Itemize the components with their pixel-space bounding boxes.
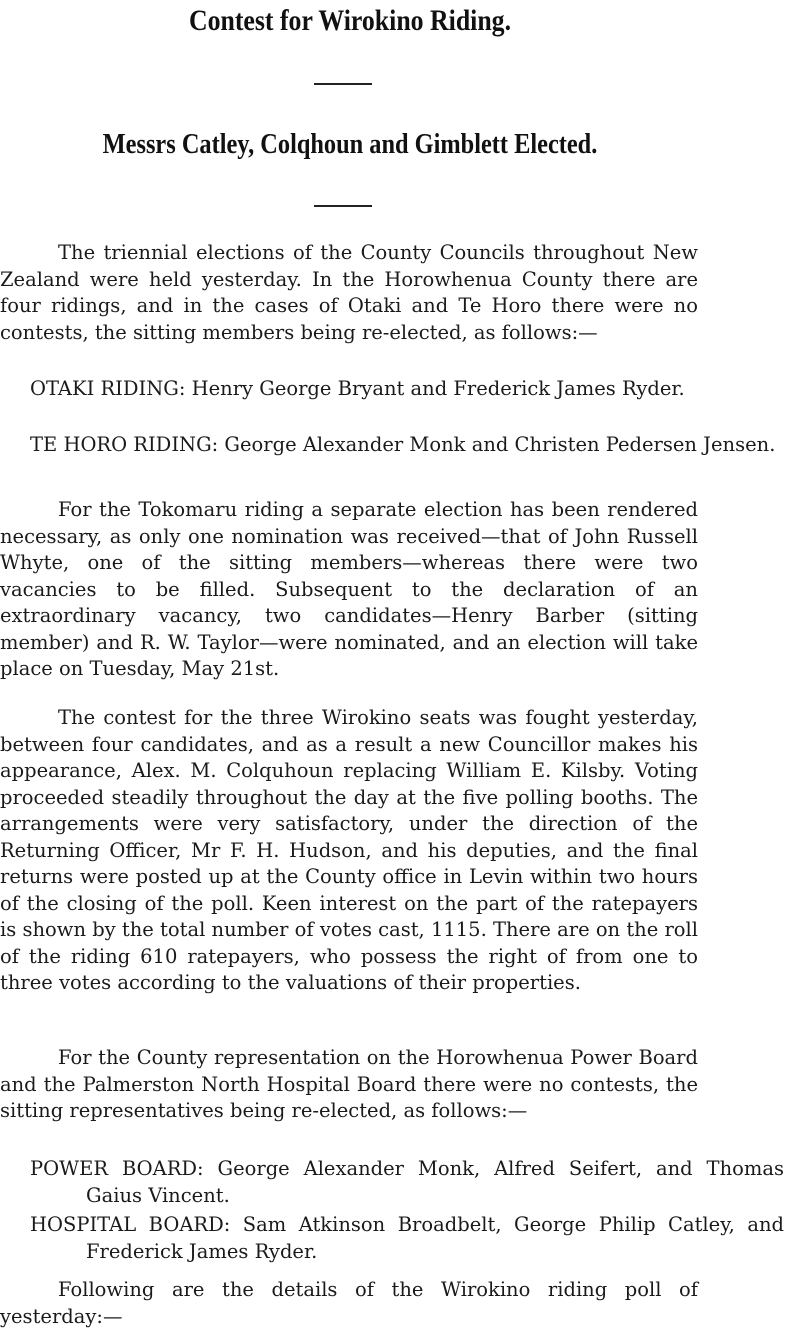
headline-divider — [314, 83, 372, 85]
headline: Contest for Wirokino Riding. — [188, 4, 512, 37]
subheadline-divider — [314, 205, 372, 207]
otaki-riding-entry: OTAKI RIDING: Henry George Bryant and Frederick James Ryder. — [30, 377, 685, 400]
te-horo-riding-entry: TE HORO RIDING: George Alexander Monk and Christen Pedersen Jensen. — [30, 433, 776, 456]
subheadline: Messrs Catley, Colqhoun and Gimblett Elected. — [102, 128, 598, 160]
paragraph-boards: For the County representation on the Horowhenua Power Board and the Palmerston North Hospital Board there were no contests, the sitting representatives being re-elected, as follows:— — [0, 1046, 698, 1122]
paragraph-poll-details: Following are the details of the Wirokino riding poll of yesterday:— — [0, 1278, 698, 1328]
hospital-board-entry: HOSPITAL BOARD: Sam Atkinson Broadbelt, George Philip Catley, and Frederick James Ryder. — [30, 1213, 784, 1263]
paragraph-intro: The triennial elections of the County Councils throughout New Zealand were held yesterday. In the Horowhenua County there are four ridings, and in the cases of Otaki and Te Horo there were no contests, the sitting members being re-elected, as follows:— — [0, 241, 698, 344]
paragraph-wirokino-contest: The contest for the three Wirokino seats was fought yesterday, between four candidates, and as a result a new Councillor makes his appearance, Alex. M. Colquhoun replacing William E. Kilsby. Voting proceeded steadily throughout the day at the five polling booths. The arrangements were very satisfactory, under the direction of the Returning Officer, Mr F. H. Hudson, and his deputies, and the final returns were posted up at the County office in Levin within two hours of the closing of the poll. Keen interest on the part of the ratepayers is shown by the total number of votes cast, 1115. There are on the roll of the riding 610 ratepayers, who possess the right of from one to three votes according to the valuations of their properties. — [0, 706, 698, 994]
paragraph-tokomaru: For the Tokomaru riding a separate election has been rendered necessary, as only one nomination was received—that of John Russell Whyte, one of the sitting members—whereas there were two vacancies to be filled. Subsequent to the declaration of an extraordinary vacancy, two candidates—Henry Barber (sitting member) and R. W. Taylor—were nominated, and an election will take place on Tuesday, May 21st. — [0, 498, 698, 680]
power-board-entry: POWER BOARD: George Alexander Monk, Alfred Seifert, and Thomas Gaius Vincent. — [30, 1157, 784, 1207]
